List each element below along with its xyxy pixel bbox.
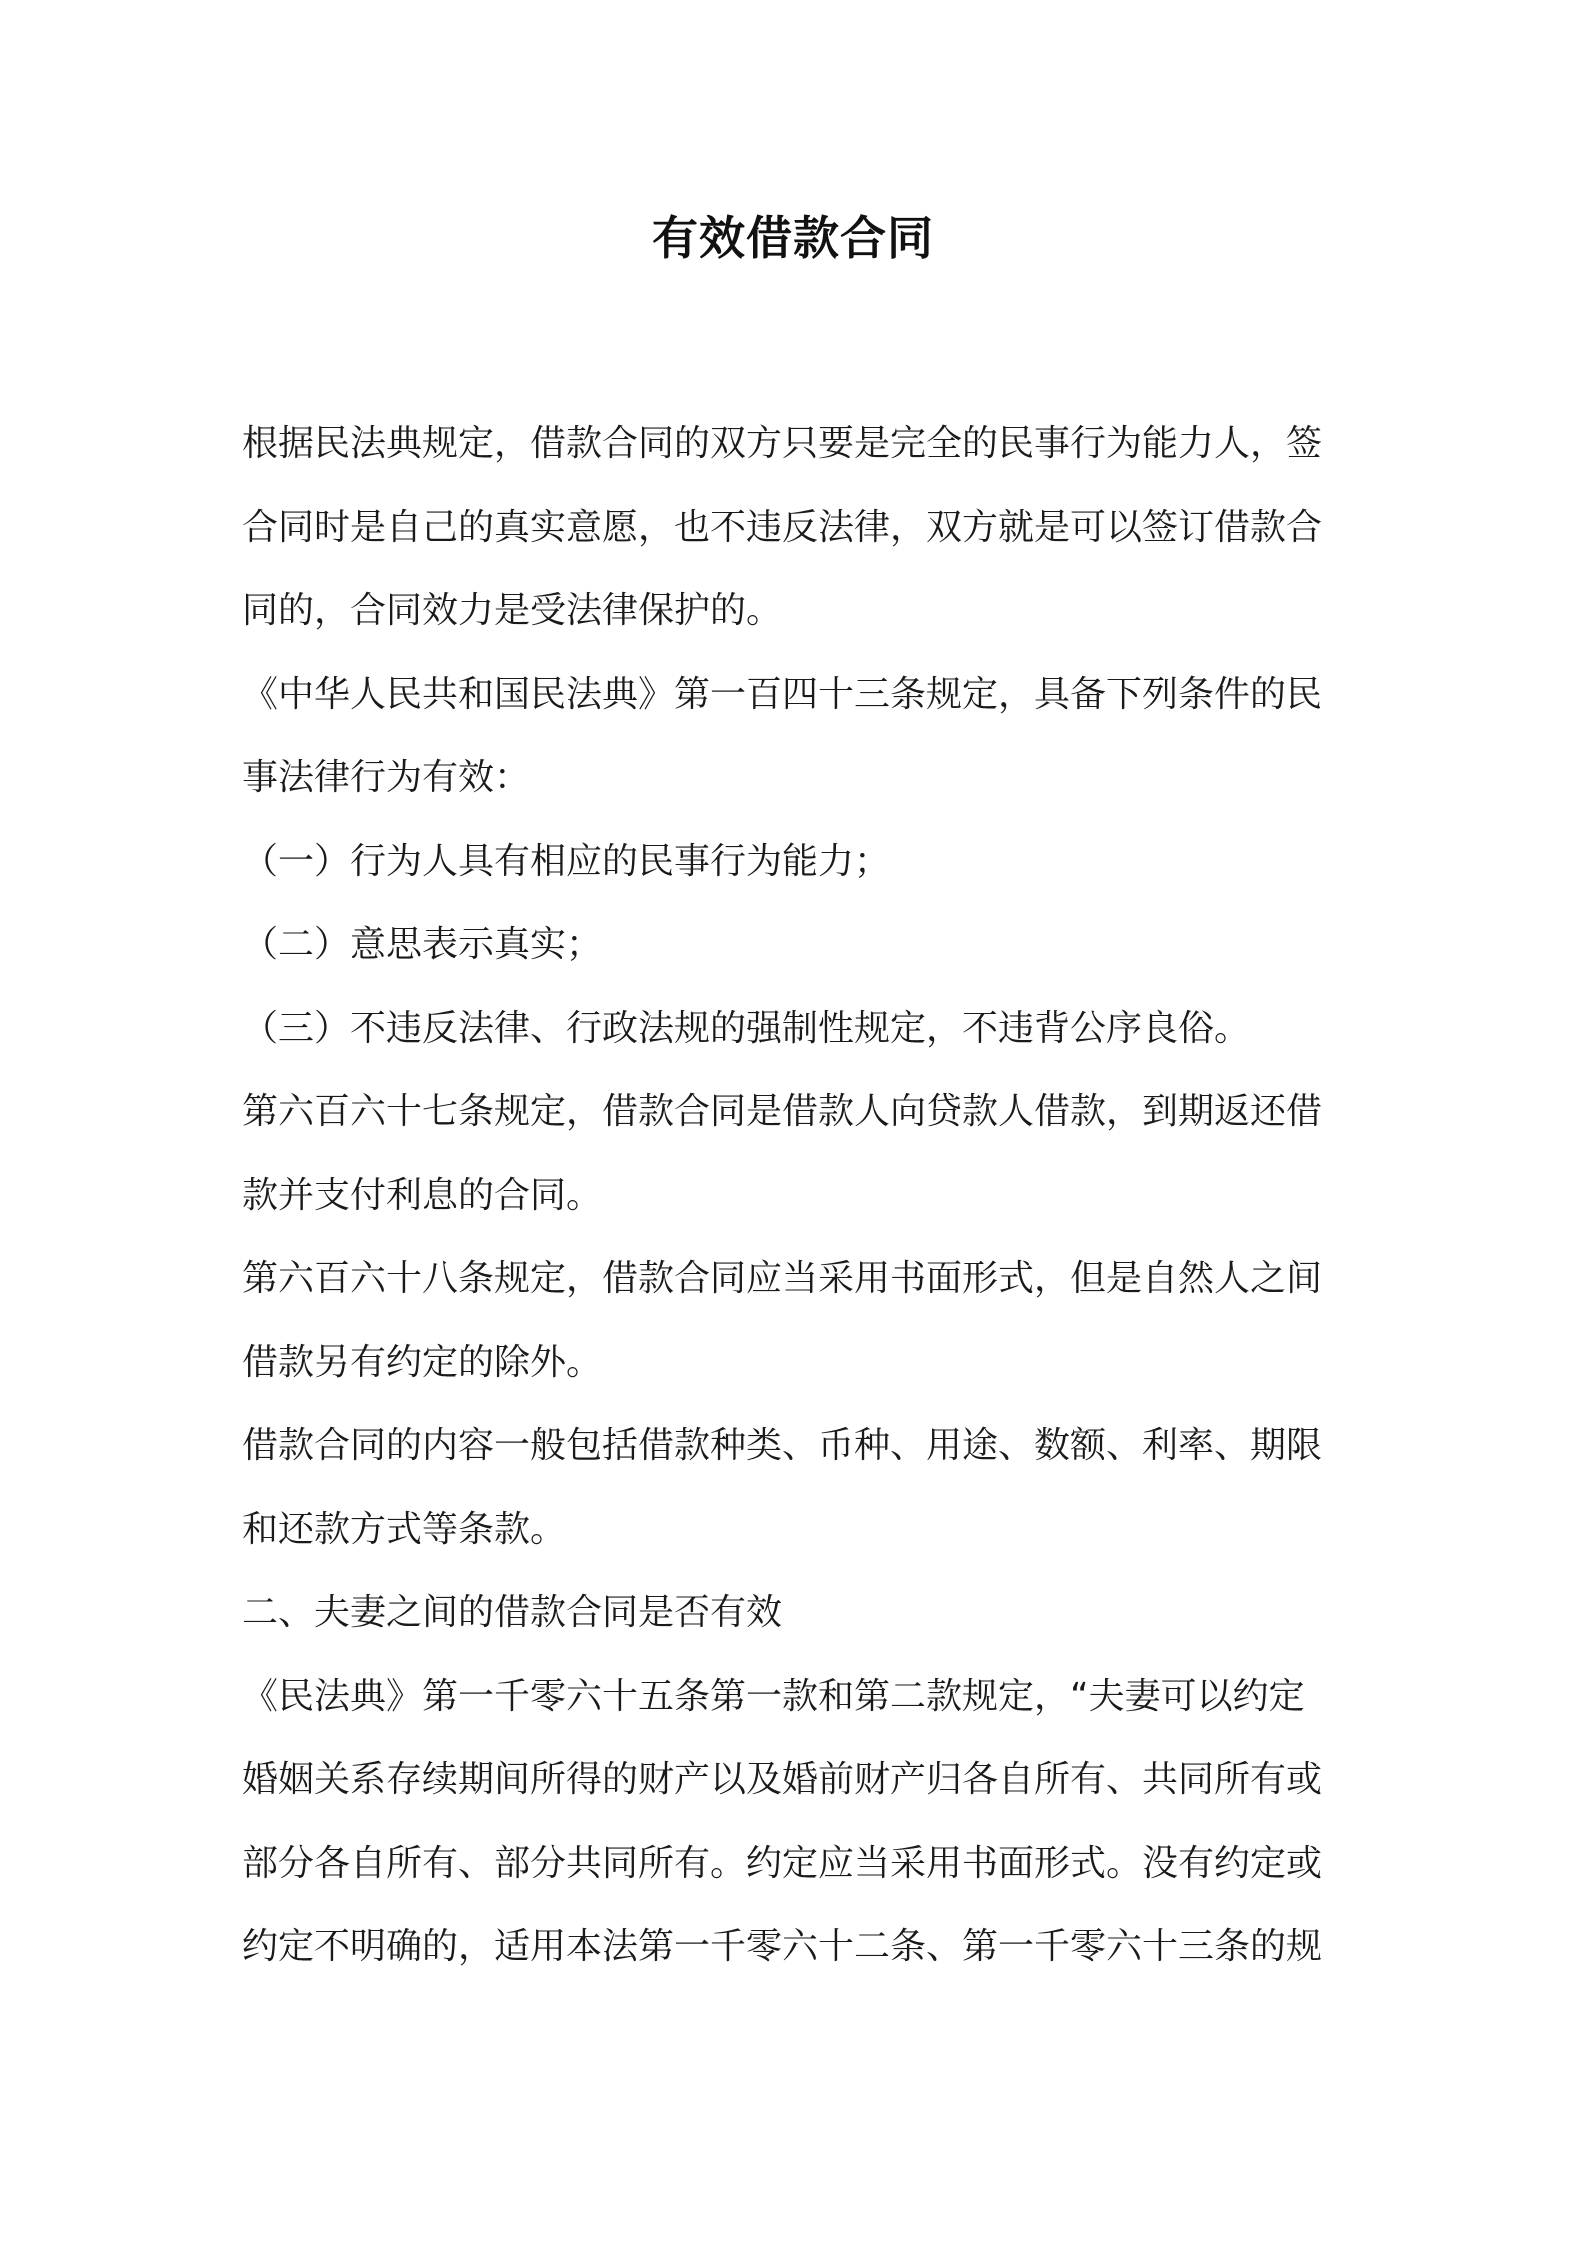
text-line: 第六百六十七条规定，借款合同是借款人向贷款人借款，到期返还借 — [242, 1091, 1323, 1132]
text-line: 婚姻关系存续期间所得的财产以及婚前财产归各自所有、共同所有或 — [242, 1759, 1323, 1800]
list-item-3: （三）不违反法律、行政法规的强制性规定，不违背公序良俗。 — [242, 1007, 1251, 1049]
list-item-1: （一）行为人具有相应的民事行为能力； — [242, 840, 891, 882]
text-line: 款并支付利息的合同。 — [242, 1174, 603, 1216]
text-line: 同的，合同效力是受法律保护的。 — [242, 590, 783, 631]
text-line: 部分各自所有、部分共同所有。约定应当采用书面形式。没有约定或 — [242, 1842, 1323, 1884]
text-line: 第六百六十八条规定，借款合同应当采用书面形式，但是自然人之间 — [242, 1258, 1323, 1299]
text-line: 《中华人民共和国民法典》第一百四十三条规定，具备下列条件的民 — [242, 673, 1323, 715]
text-line: 事法律行为有效： — [242, 757, 531, 798]
document-title: 有效借款合同 — [652, 211, 934, 265]
section-heading: 二、夫妻之间的借款合同是否有效 — [242, 1592, 783, 1633]
document-body — [242, 402, 1352, 1989]
text-line: 合同时是自己的真实意愿，也不违反法律，双方就是可以签订借款合 — [242, 506, 1323, 548]
text-line: 借款合同的内容一般包括借款种类、币种、用途、数额、利率、期限 — [242, 1425, 1323, 1466]
list-item-2: （二）意思表示真实； — [242, 924, 603, 965]
text-line: 约定不明确的，适用本法第一千零六十二条、第一千零六十三条的规 — [242, 1926, 1323, 1967]
text-line: 借款另有约定的除外。 — [242, 1341, 603, 1383]
text-line: 《民法典》第一千零六十五条第一款和第二款规定，“夫妻可以约定 — [242, 1675, 1305, 1717]
text-line: 和还款方式等条款。 — [242, 1508, 567, 1550]
text-line: 根据民法典规定，借款合同的双方只要是完全的民事行为能力人，签 — [242, 423, 1323, 464]
